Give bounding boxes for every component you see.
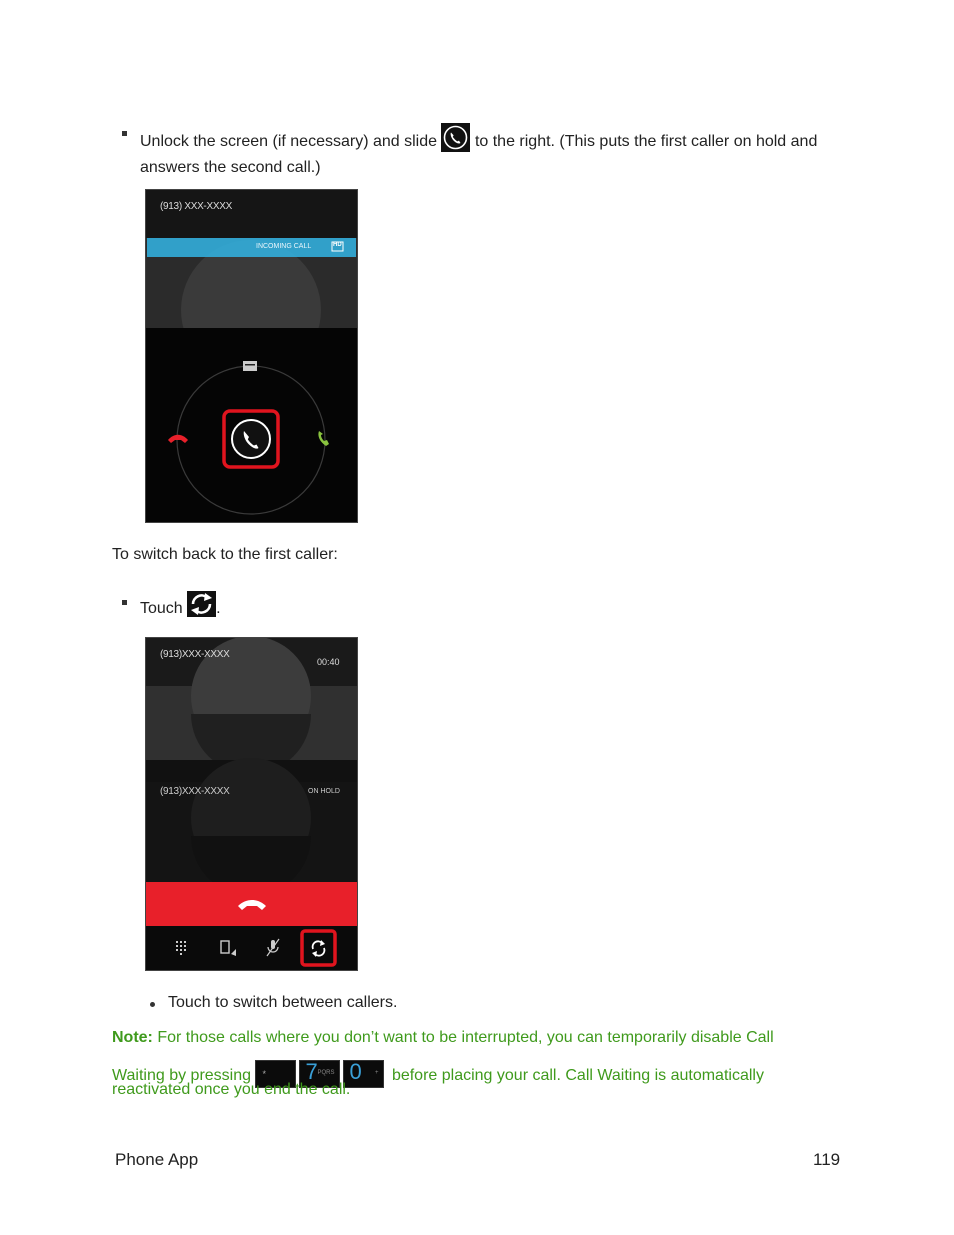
step-2-text-after: . [216,600,221,617]
zero-key-icon: 0 + [343,1060,384,1088]
page-number: 119 [813,1150,841,1169]
call-on-hold-screenshot [145,637,358,971]
bullet-marker [122,600,127,605]
incoming-call-screenshot [145,189,358,523]
sub-bullet-text: Touch to switch between callers. [168,994,398,1011]
step-1-text-before: Unlock the screen (if necessary) and slide [140,133,438,150]
call-timer: 00:40 [317,657,340,667]
held-caller-number: (913)XXX-XXXX [160,786,230,797]
note-text-1: For those calls where you don’t want to be interrupted, you can temporarily disable Call [157,1029,774,1046]
step-2-text-before: Touch [140,600,183,617]
incoming-call-banner: INCOMING CALL [256,243,312,250]
hd-badge: HD [333,242,342,248]
note-label: Note: [112,1029,153,1046]
bullet-marker [122,131,127,136]
step-1-text-after: to the right. (This puts the first caller on hold and [474,133,818,150]
active-caller-number: (913)XXX-XXXX [160,649,230,660]
switch-intro-text: To switch back to the first caller: [112,546,338,563]
star-key-icon: * [255,1060,296,1088]
note-text-2-before: Waiting by pressing [112,1067,252,1084]
on-hold-label: ON HOLD [308,788,340,795]
swap-calls-icon [187,591,216,623]
note-text-2-after: before placing your call. Call Waiting is automatically [391,1067,764,1084]
footer-section: Phone App [115,1150,199,1169]
seven-key-icon: 7 PQRS [299,1060,340,1088]
bullet-marker [150,1002,155,1007]
answer-slider-icon [441,123,470,158]
note-line-1 [112,1028,832,1048]
step-1-text [140,123,860,178]
step-2-text [140,591,221,623]
note-line-3: reactivated once you end the call. [112,1081,351,1098]
step-1-text-line2: answers the second call.) [140,159,321,176]
caller-number: (913) XXX-XXXX [160,201,232,212]
